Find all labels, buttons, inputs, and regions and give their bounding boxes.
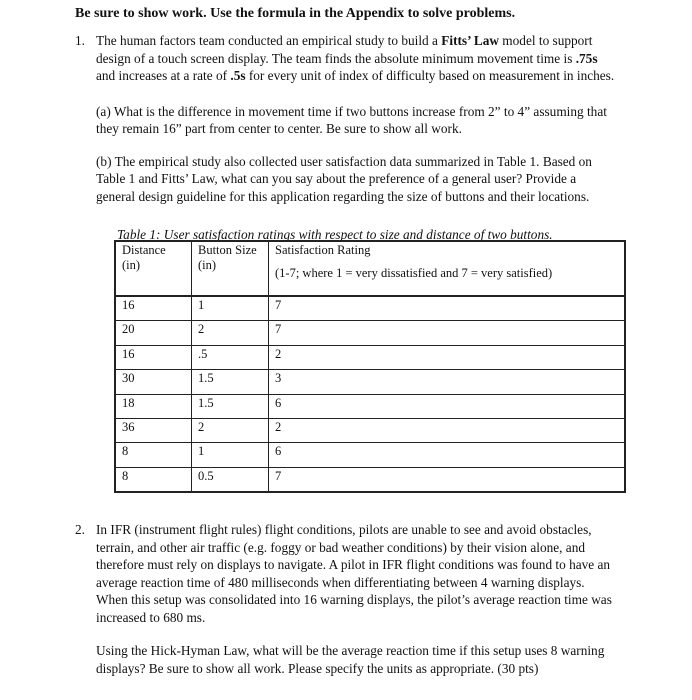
cell-rating: 3 — [269, 370, 626, 394]
question-1 — [75, 32, 615, 205]
question-1-part-b: (b) The empirical study also collected user satisfaction data summarized in Table 1. Based on Table 1 and Fitts’ Law, what can you say about the preference of a general user? Provide a general design guideline for this application regarding the size of buttons and their locations. — [96, 153, 592, 204]
question-2 — [75, 521, 615, 677]
header-rating-label: Satisfaction Rating — [275, 243, 371, 257]
cell-rating: 7 — [269, 296, 626, 321]
header-button-size-label: Button Size — [198, 243, 257, 257]
header-distance-label: Distance — [122, 243, 166, 257]
rate-value: .5s — [230, 68, 246, 83]
cell-size: 0.5 — [192, 467, 269, 492]
header-rating-scale: (1-7; where 1 = very dissatisfied and 7 = very satisfied) — [275, 266, 553, 280]
question-1-number: 1. — [75, 33, 85, 48]
cell-rating: 7 — [269, 467, 626, 492]
min-time-value: .75s — [575, 50, 598, 66]
cell-distance: 18 — [115, 394, 192, 418]
header-distance — [115, 241, 192, 296]
cell-size: 2 — [192, 418, 269, 442]
question-2-followup: Using the Hick-Hyman Law, what will be the average reaction time if this setup uses 8 warning displays? Be sure to show all work. Please specify the units as appropriate. (30 pts) — [96, 643, 605, 676]
cell-rating: 2 — [269, 345, 626, 369]
cell-rating: 6 — [269, 394, 626, 418]
cell-size: 1 — [192, 443, 269, 467]
intro-text-1: The human factors team conducted an empirical study to build a — [96, 33, 442, 48]
table-row — [115, 394, 625, 418]
table-row — [115, 418, 625, 442]
cell-rating: 2 — [269, 418, 626, 442]
question-2-text: In IFR (instrument flight rules) flight conditions, pilots are unable to see and avoid obstacles, terrain, and other air traffic (e.g. foggy or bad weather conditions) by their vision alone, and therefore must rely on displays to navigate. A pilot in IFR flight conditions was found to have an average reaction time of 480 milliseconds when differentiating between 4 warning displays. When this setup was consolidated into 16 warning displays, the pilot’s average reaction time was increased to 680 ms. — [96, 522, 612, 625]
cell-size: .5 — [192, 345, 269, 369]
cell-distance: 30 — [115, 370, 192, 394]
table-row — [115, 370, 625, 394]
law-name: Fitts’ Law — [441, 33, 499, 48]
header-distance-unit: (in) — [122, 258, 141, 272]
cell-distance: 8 — [115, 467, 192, 492]
cell-distance: 8 — [115, 443, 192, 467]
table-row — [115, 443, 625, 467]
cell-distance: 36 — [115, 418, 192, 442]
header-button-size-unit: (in) — [198, 258, 217, 272]
question-1-intro — [96, 32, 615, 85]
cell-size: 1 — [192, 296, 269, 321]
cell-size: 1.5 — [192, 394, 269, 418]
cell-rating: 6 — [269, 443, 626, 467]
table-header-row — [115, 241, 625, 296]
intro-text-4: for every unit of index of difficulty based on measurement in inches. — [245, 68, 615, 83]
table-row — [115, 296, 625, 321]
table-row — [115, 467, 625, 492]
cell-distance: 16 — [115, 345, 192, 369]
table-row — [115, 345, 625, 369]
table-caption: Table 1: User satisfaction ratings with respect to size and distance of two buttons. — [117, 227, 553, 242]
header-button-size — [192, 241, 269, 296]
question-1-part-a: (a) What is the difference in movement time if two buttons increase from 2” to 4” assuming that they remain 16” part from center to center. Be sure to show all work. — [96, 103, 607, 136]
question-2-number: 2. — [75, 522, 85, 537]
intro-text-3: and increases at a rate of — [96, 68, 231, 83]
header-rating — [269, 241, 626, 296]
instructions-heading: Be sure to show work. Use the formula in the Appendix to solve problems. — [75, 6, 516, 21]
table-row — [115, 321, 625, 345]
cell-distance: 20 — [115, 321, 192, 345]
cell-size: 1.5 — [192, 370, 269, 394]
cell-size: 2 — [192, 321, 269, 345]
satisfaction-table — [114, 240, 626, 493]
cell-rating: 7 — [269, 321, 626, 345]
intro-text-2: model to support design of a touch screen display. The team finds the absolute minimum movement time is — [96, 33, 593, 66]
cell-distance: 16 — [115, 296, 192, 321]
